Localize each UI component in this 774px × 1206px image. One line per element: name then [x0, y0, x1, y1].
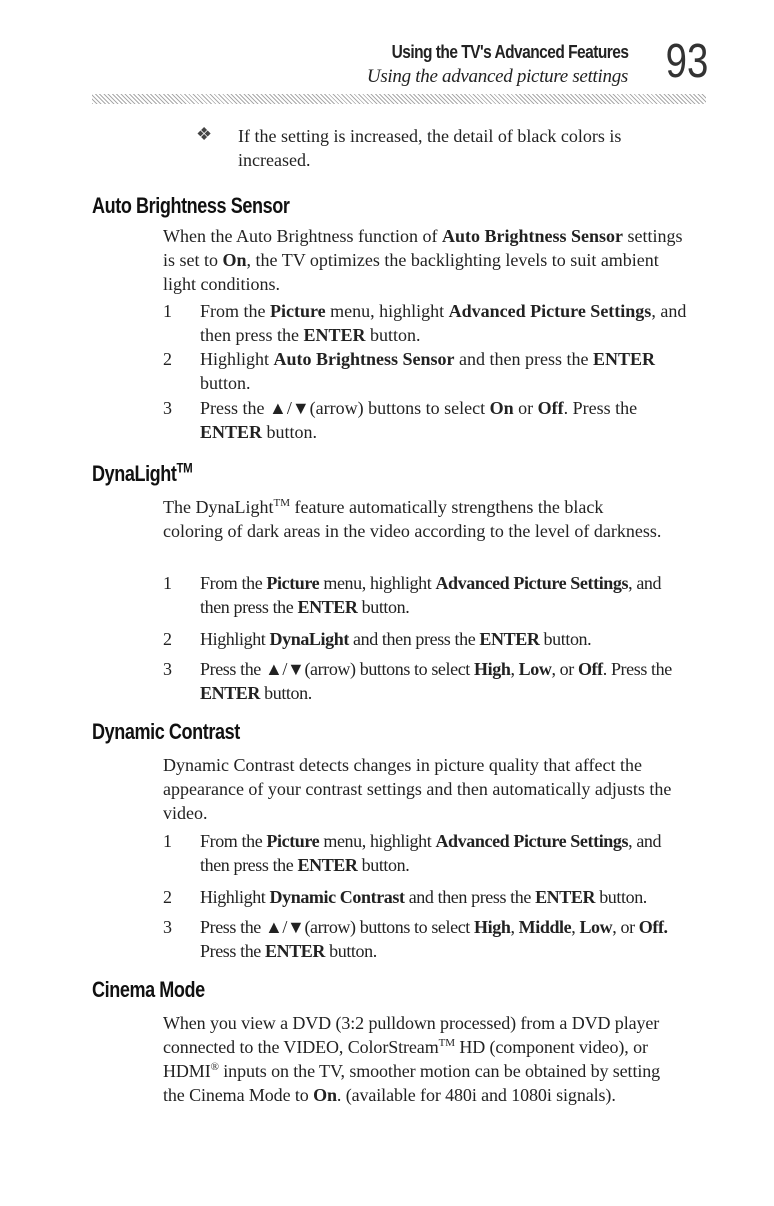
list-item: 1 From the Picture menu, highlight Advanced Picture Settings, and then press the ENTER button. — [163, 831, 662, 875]
header-divider — [92, 94, 706, 104]
list-item: 2 Highlight Auto Brightness Sensor and then press the ENTER button. — [163, 349, 656, 393]
section-heading-auto-brightness: Auto Brightness Sensor — [92, 193, 290, 218]
header-subtitle: Using the advanced picture settings — [366, 66, 628, 87]
bullet-text: If the setting is increased, the detail of black colors is increased. — [238, 126, 622, 170]
section-heading-cinema-mode: Cinema Mode — [92, 977, 205, 1002]
down-arrow-icon: ▼ — [291, 398, 310, 418]
list-item: 3 Press the ▲/▼(arrow) buttons to select High, Middle, Low, or Off. Press the ENTER button. — [163, 917, 668, 961]
dynalight-intro: The DynaLight™ feature automatically strengthens the black coloring of dark areas in the video according to the level of darkness. — [163, 497, 662, 541]
auto-brightness-intro: When the Auto Brightness function of Auto Brightness Sensor settings is set to On, the TV optimizes the backlighting levels to suit ambient light conditions. — [163, 226, 683, 294]
diamond-bullet-icon: ❖ — [196, 124, 213, 144]
down-arrow-icon: ▼ — [287, 917, 305, 937]
list-item: 3 Press the ▲/▼(arrow) buttons to select High, Low, or Off. Press the ENTER button. — [163, 659, 672, 703]
header-title: Using the TV's Advanced Features — [391, 42, 628, 62]
list-item: 1 From the Picture menu, highlight Advanced Picture Settings, and then press the ENTER button. — [163, 573, 662, 617]
page-number: 93 — [665, 35, 708, 88]
down-arrow-icon: ▼ — [287, 659, 305, 679]
up-arrow-icon: ▲ — [269, 398, 287, 418]
up-arrow-icon: ▲ — [265, 917, 283, 937]
list-item: 3 Press the ▲/▼(arrow) buttons to select On or Off. Press the ENTER button. — [163, 398, 638, 442]
section-heading-dynalight: DynaLight™ — [92, 459, 193, 486]
cinema-mode-intro: When you view a DVD (3:2 pulldown processed) from a DVD player connected to the VIDEO, ColorStream™ HD (component video), or HDMI® inputs on the TV, smoother motion can be obtained by setting the Cinema Mode to On. (available for 480i and 1080i signals). — [163, 1013, 661, 1105]
list-item: 2 Highlight DynaLight and then press the ENTER button. — [163, 629, 592, 649]
up-arrow-icon: ▲ — [265, 659, 283, 679]
list-item: 2 Highlight Dynamic Contrast and then press the ENTER button. — [163, 887, 647, 907]
dynamic-contrast-intro: Dynamic Contrast detects changes in picture quality that affect the appearance of your contrast settings and then automatically adjusts the video. — [163, 755, 672, 823]
list-item: 1 From the Picture menu, highlight Advanced Picture Settings, and then press the ENTER button. — [163, 301, 687, 345]
section-heading-dynamic-contrast: Dynamic Contrast — [92, 719, 240, 744]
